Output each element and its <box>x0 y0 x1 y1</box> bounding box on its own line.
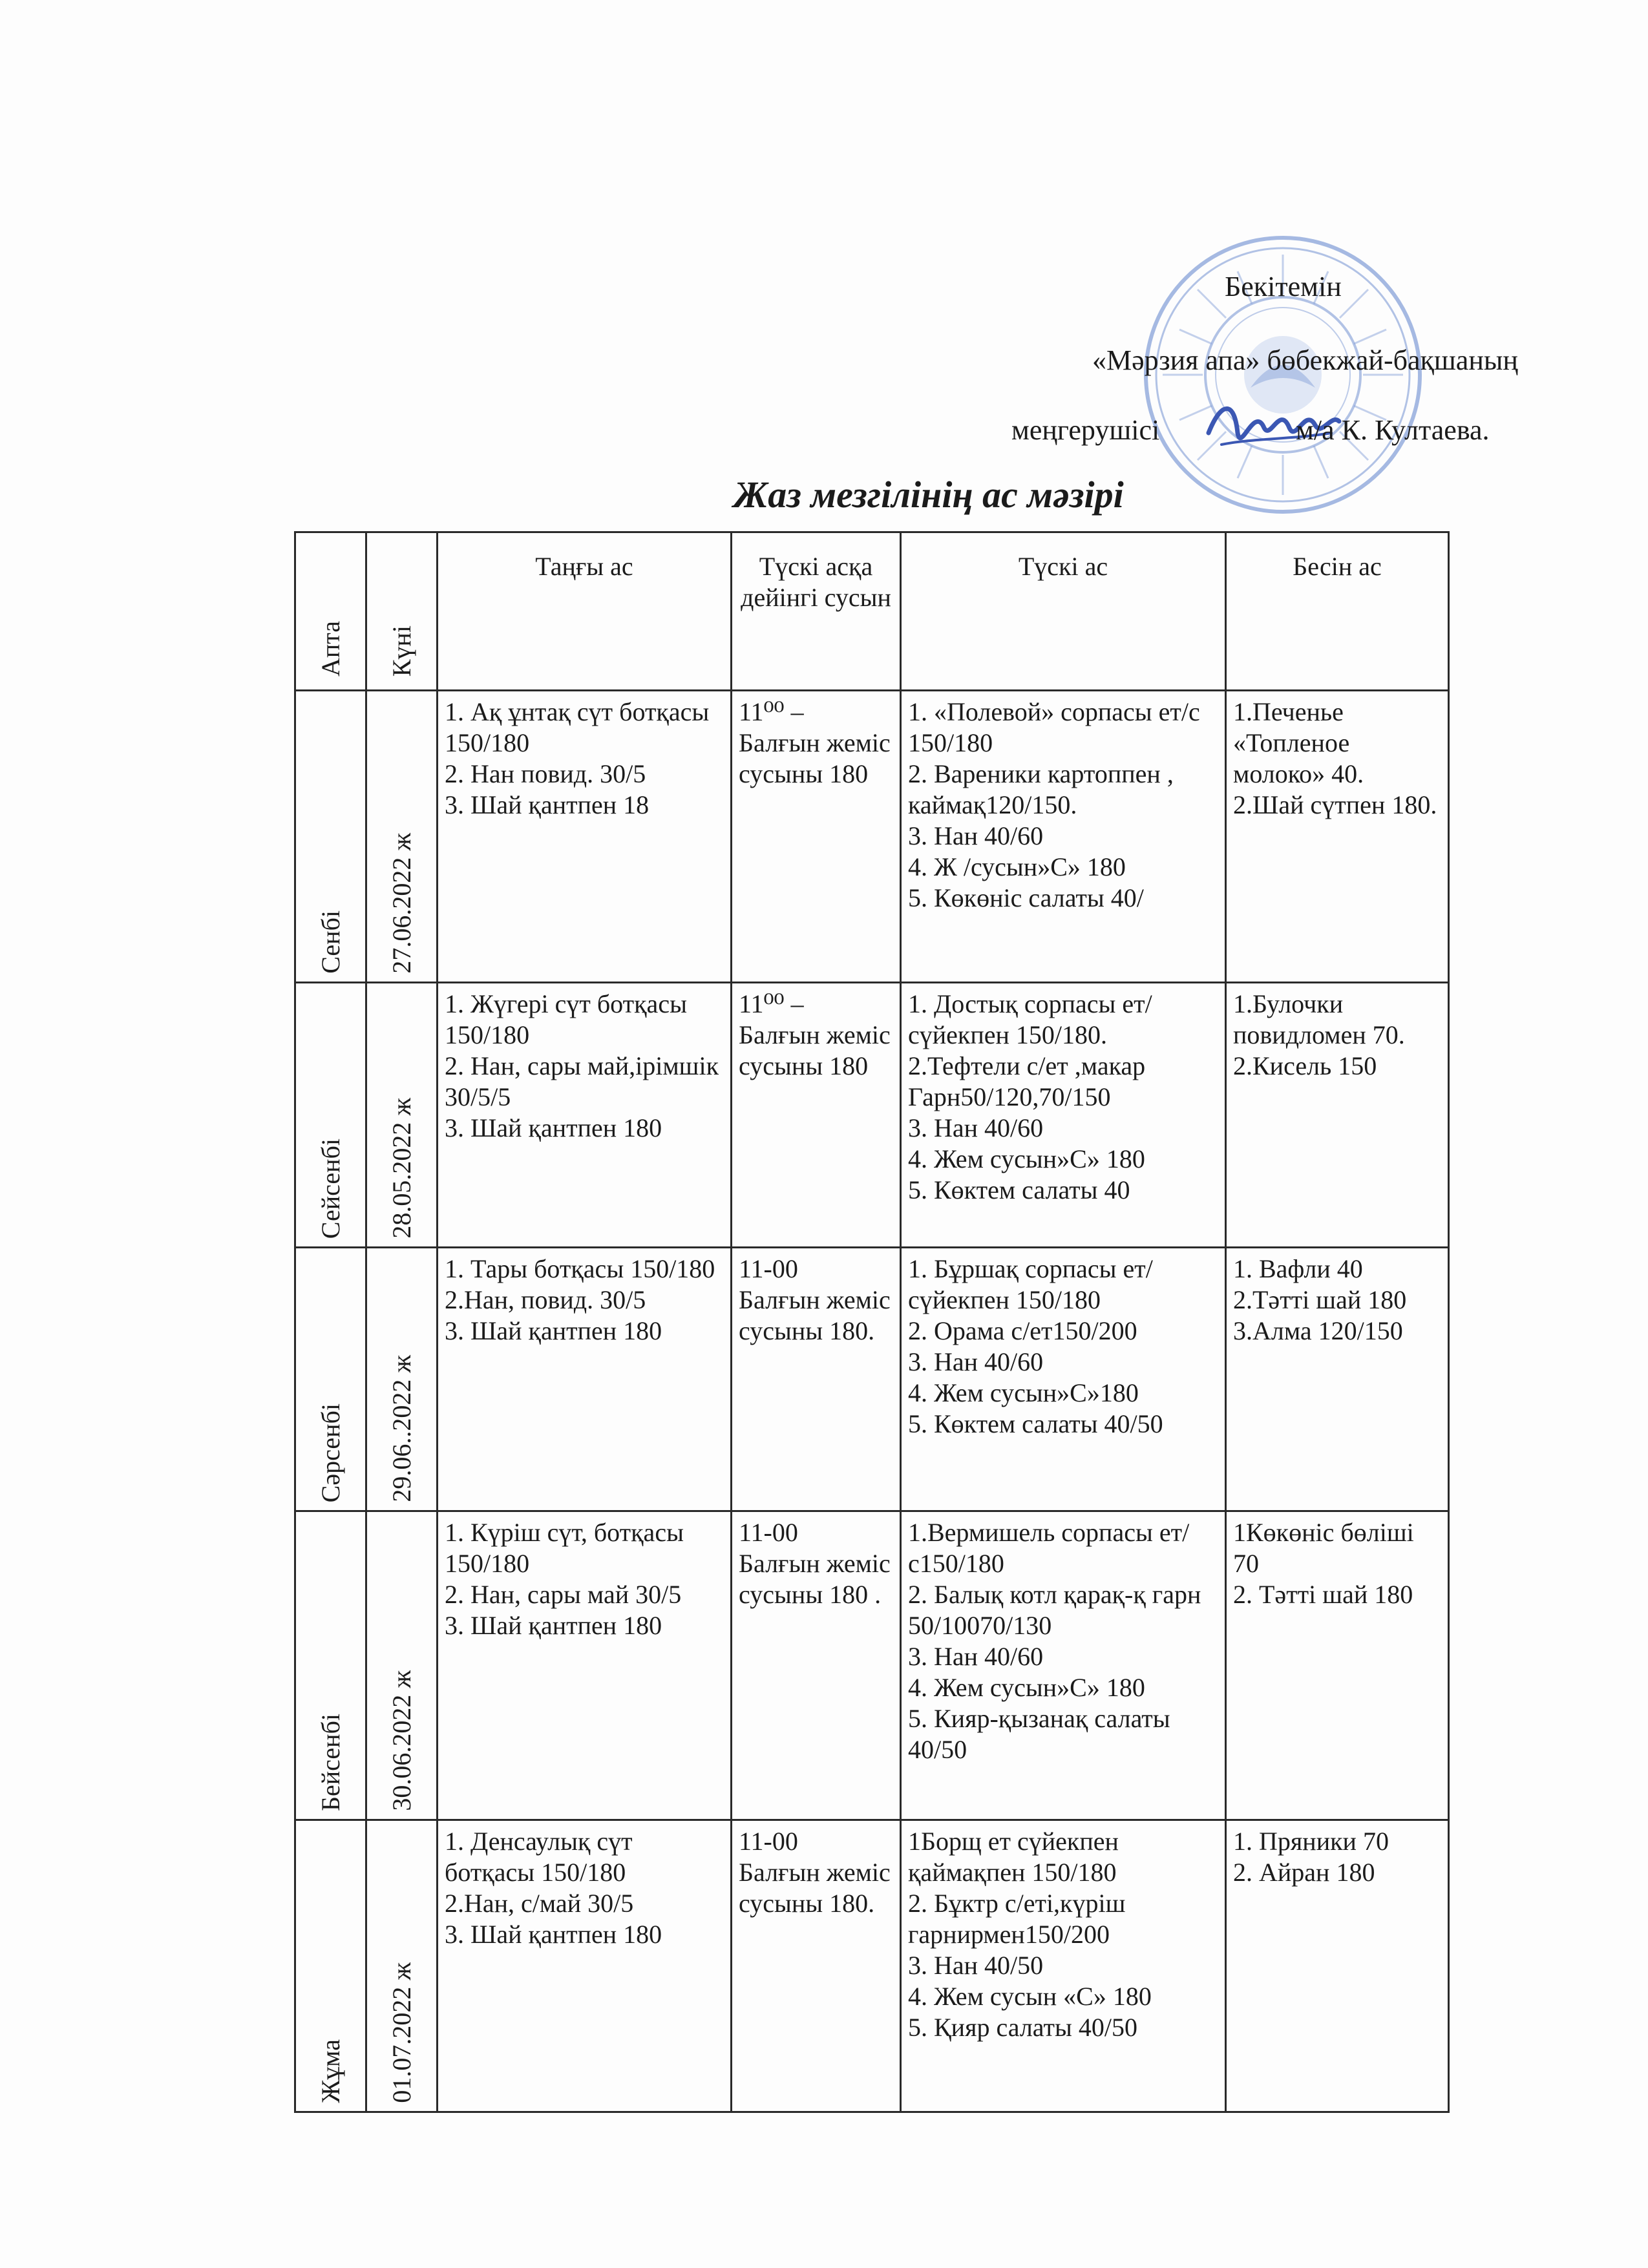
table-row <box>295 1248 1449 1511</box>
menu-table <box>294 531 1450 2113</box>
lunch-cell: 1. Бұршақ сорпасы ет/ сүйекпен 150/180 2. Орама с/ет150/200 3. Нан 40/60 4. Жем сусын»С»180 5. Көктем салаты 40/50 <box>901 1248 1226 1511</box>
date-cell: 30.06.2022 ж <box>366 1511 438 1820</box>
table-row <box>295 691 1449 983</box>
breakfast-cell: 1. Ақ ұнтақ сүт ботқасы 150/180 2. Нан повид. 30/5 3. Шай қантпен 18 <box>438 691 732 983</box>
breakfast-cell: 1. Күріш сүт, ботқасы 150/180 2. Нан, сары май 30/5 3. Шай қантпен 180 <box>438 1511 732 1820</box>
approval-organization: «Мәрзия апа» бөбекжай-бақшаның <box>1092 344 1518 376</box>
snack-cell: 1.Булочки повидломен 70. 2.Кисель 150 <box>1226 983 1449 1248</box>
drink-cell: 11⁰⁰ – Балғын жеміс сусыны 180 <box>732 983 901 1248</box>
breakfast-cell: 1. Тары ботқасы 150/180 2.Нан, повид. 30/5 3. Шай қантпен 180 <box>438 1248 732 1511</box>
lunch-cell: 1. Достық сорпасы ет/сүйекпен 150/180. 2.Тефтели с/ет ,макар Гарн50/120,70/150 3. Нан 40/60 4. Жем сусын»С» 180 5. Көктем салаты 40 <box>901 983 1226 1248</box>
date-cell: 27.06.2022 ж <box>366 691 438 983</box>
date-cell: 01.07.2022 ж <box>366 1820 438 2112</box>
document-title: Жаз мезгілінің ас мәзірі <box>734 474 1124 516</box>
breakfast-cell: 1. Денсаулық сүт ботқасы 150/180 2.Нан, с/май 30/5 3. Шай қантпен 180 <box>438 1820 732 2112</box>
snack-cell: 1Көкөніс бөліші 70 2. Тәтті шай 180 <box>1226 1511 1449 1820</box>
snack-cell: 1.Печенье «Топленое молоко» 40. 2.Шай сүтпен 180. <box>1226 691 1449 983</box>
drink-cell: 11-00 Балғын жеміс сусыны 180. <box>732 1248 901 1511</box>
date-cell: 28.05.2022 ж <box>366 983 438 1248</box>
weekday-cell: Жұма <box>295 1820 366 2112</box>
approval-signatory <box>1011 414 1490 446</box>
snack-cell: 1. Пряники 70 2. Айран 180 <box>1226 1820 1449 2112</box>
table-header-row <box>295 532 1449 691</box>
header-pre-lunch-drink: Түскі асқа дейінгі сусын <box>732 532 901 691</box>
header-breakfast: Таңғы ас <box>438 532 732 691</box>
drink-cell: 11-00 Балғын жеміс сусыны 180 . <box>732 1511 901 1820</box>
snack-cell: 1. Вафли 40 2.Тәтті шай 180 3.Алма 120/150 <box>1226 1248 1449 1511</box>
drink-cell: 11-00 Балғын жеміс сусыны 180. <box>732 1820 901 2112</box>
header-lunch: Түскі ас <box>901 532 1226 691</box>
approval-name: м/а К. Култаева. <box>1296 414 1490 446</box>
lunch-cell: 1. «Полевой» сорпасы ет/с 150/180 2. Вареники картоппен , каймақ120/150. 3. Нан 40/60 4. Ж /сусын»С» 180 5. Көкөніс салаты 40/ <box>901 691 1226 983</box>
lunch-cell: 1.Вермишель сорпасы ет/с150/180 2. Балық котл қарақ-қ гарн 50/10070/130 3. Нан 40/60 4. Жем сусын»С» 180 5. Кияр-қызанақ салаты 40/50 <box>901 1511 1226 1820</box>
table-row <box>295 983 1449 1248</box>
header-week: Апта <box>295 532 366 691</box>
table-row <box>295 1820 1449 2112</box>
approval-role: меңгерушісі <box>1011 414 1160 446</box>
date-cell: 29.06..2022 ж <box>366 1248 438 1511</box>
weekday-cell: Сейсенбі <box>295 983 366 1248</box>
approval-title: Бекітемін <box>1225 271 1342 302</box>
weekday-cell: Сенбі <box>295 691 366 983</box>
weekday-cell: Бейсенбі <box>295 1511 366 1820</box>
breakfast-cell: 1. Жүгері сүт ботқасы 150/180 2. Нан, сары май,ірімшік 30/5/5 3. Шай қантпен 180 <box>438 983 732 1248</box>
table-row <box>295 1511 1449 1820</box>
header-day: Күні <box>366 532 438 691</box>
drink-cell: 11⁰⁰ – Балғын жеміс сусыны 180 <box>732 691 901 983</box>
weekday-cell: Сәрсенбі <box>295 1248 366 1511</box>
lunch-cell: 1Борщ ет сүйекпен қаймақпен 150/180 2. Бұктр с/еті,күріш гарнирмен150/200 3. Нан 40/50 4. Жем сусын «С» 180 5. Қияр салаты 40/50 <box>901 1820 1226 2112</box>
header-snack: Бесін ас <box>1226 532 1449 691</box>
